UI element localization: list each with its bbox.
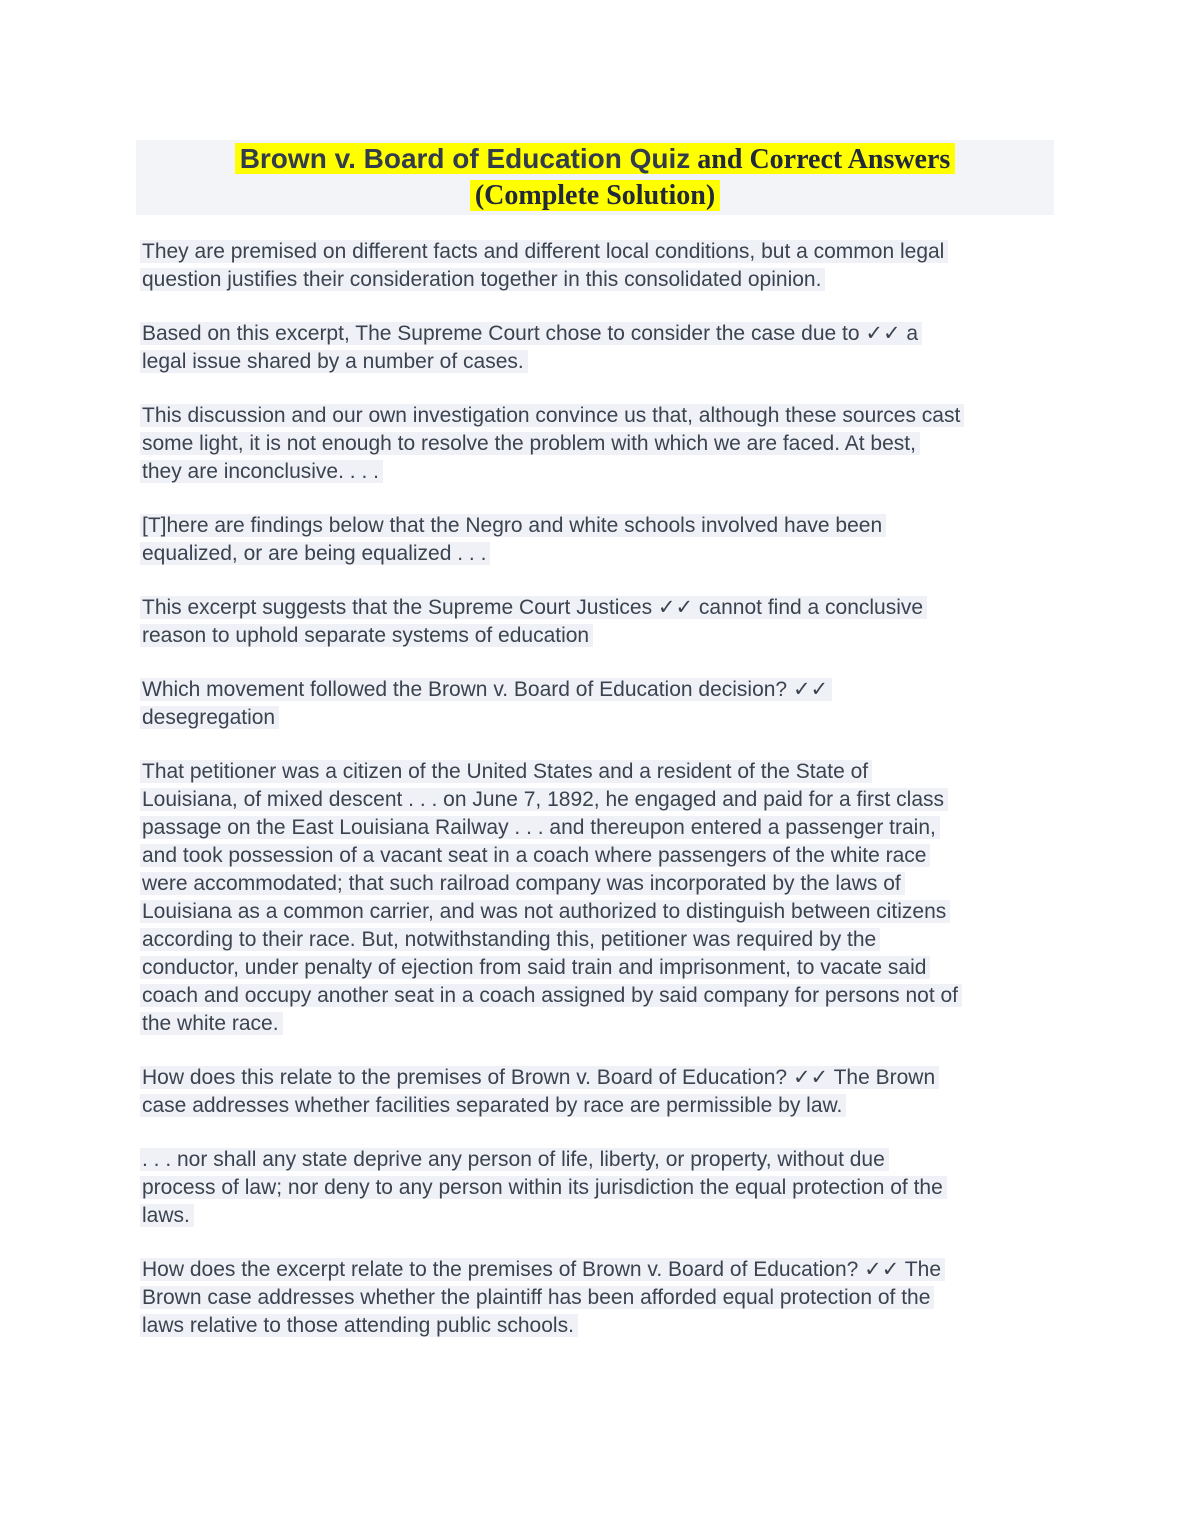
text-line: [140, 758, 1055, 786]
title-band: [136, 140, 1054, 215]
text-line: [140, 786, 1055, 814]
text-line: [140, 402, 1055, 430]
highlighted-text: This excerpt suggests that the Supreme Court Justices ✓✓ cannot find a conclusive: [140, 596, 927, 619]
highlighted-text: conductor, under penalty of ejection from said train and imprisonment, to vacate said: [140, 956, 930, 979]
text-line: [140, 540, 1055, 568]
text-line: [140, 512, 1055, 540]
text-line: [140, 676, 1055, 704]
paragraph: [140, 402, 1055, 486]
paragraph: [140, 594, 1055, 650]
text-line: [140, 870, 1055, 898]
text-line: [140, 842, 1055, 870]
text-line: [140, 320, 1055, 348]
text-line: [140, 704, 1055, 732]
highlighted-text: Based on this excerpt, The Supreme Court chose to consider the case due to ✓✓ a: [140, 322, 922, 345]
title-highlight: [235, 143, 956, 174]
paragraph: [140, 1256, 1055, 1340]
highlighted-text: desegregation: [140, 706, 279, 729]
highlighted-text: they are inconclusive. . . .: [140, 460, 383, 483]
highlighted-text: This discussion and our own investigation convince us that, although these sources cast: [140, 404, 964, 427]
title-line-1: [136, 141, 1054, 177]
highlighted-text: laws relative to those attending public schools.: [140, 1314, 578, 1337]
highlighted-text: equalized, or are being equalized . . .: [140, 542, 490, 565]
title-part-quiz: Brown v. Board of Education Quiz: [239, 143, 691, 174]
highlighted-text: They are premised on different facts and different local conditions, but a common legal: [140, 240, 948, 263]
highlighted-text: How does the excerpt relate to the premises of Brown v. Board of Education? ✓✓ The: [140, 1258, 945, 1281]
text-line: [140, 458, 1055, 486]
highlighted-text: Brown case addresses whether the plaintiff has been afforded equal protection of the: [140, 1286, 934, 1309]
paragraph: [140, 1146, 1055, 1230]
text-line: [140, 1312, 1055, 1340]
highlighted-text: passage on the East Louisiana Railway . . . and thereupon entered a passenger train,: [140, 816, 940, 839]
highlighted-text: were accommodated; that such railroad company was incorporated by the laws of: [140, 872, 905, 895]
text-line: [140, 622, 1055, 650]
text-line: [140, 1284, 1055, 1312]
title-part-answers: and Correct Answers: [690, 144, 951, 175]
text-line: [140, 266, 1055, 294]
text-line: [140, 1146, 1055, 1174]
text-line: [140, 898, 1055, 926]
paragraph: [140, 676, 1055, 732]
document-body: [140, 238, 1055, 1366]
text-line: [140, 1092, 1055, 1120]
paragraph: [140, 512, 1055, 568]
text-line: [140, 594, 1055, 622]
title-line-2: [136, 177, 1054, 213]
highlighted-text: reason to uphold separate systems of education: [140, 624, 593, 647]
title-part-solution: (Complete Solution): [470, 180, 720, 211]
text-line: [140, 348, 1055, 376]
text-line: [140, 982, 1055, 1010]
text-line: [140, 238, 1055, 266]
highlighted-text: question justifies their consideration together in this consolidated opinion.: [140, 268, 825, 291]
text-line: [140, 1174, 1055, 1202]
highlighted-text: Louisiana as a common carrier, and was not authorized to distinguish between citizens: [140, 900, 950, 923]
highlighted-text: Which movement followed the Brown v. Board of Education decision? ✓✓: [140, 678, 832, 701]
text-line: [140, 1256, 1055, 1284]
text-line: [140, 954, 1055, 982]
text-line: [140, 814, 1055, 842]
highlighted-text: some light, it is not enough to resolve the problem with which we are faced. At best,: [140, 432, 920, 455]
highlighted-text: Louisiana, of mixed descent . . . on June 7, 1892, he engaged and paid for a first class: [140, 788, 948, 811]
highlighted-text: coach and occupy another seat in a coach assigned by said company for persons not of: [140, 984, 962, 1007]
text-line: [140, 1064, 1055, 1092]
text-line: [140, 926, 1055, 954]
paragraph: [140, 758, 1055, 1038]
paragraph: [140, 1064, 1055, 1120]
paragraph: [140, 238, 1055, 294]
text-line: [140, 430, 1055, 458]
text-line: [140, 1010, 1055, 1038]
highlighted-text: How does this relate to the premises of Brown v. Board of Education? ✓✓ The Brown: [140, 1066, 939, 1089]
highlighted-text: . . . nor shall any state deprive any person of life, liberty, or property, without due: [140, 1148, 889, 1171]
highlighted-text: case addresses whether facilities separated by race are permissible by law.: [140, 1094, 846, 1117]
highlighted-text: That petitioner was a citizen of the United States and a resident of the State of: [140, 760, 872, 783]
highlighted-text: and took possession of a vacant seat in a coach where passengers of the white race: [140, 844, 930, 867]
highlighted-text: [T]here are findings below that the Negro and white schools involved have been: [140, 514, 886, 537]
highlighted-text: process of law; nor deny to any person within its jurisdiction the equal protection of the: [140, 1176, 947, 1199]
highlighted-text: according to their race. But, notwithstanding this, petitioner was required by the: [140, 928, 880, 951]
highlighted-text: legal issue shared by a number of cases.: [140, 350, 528, 373]
text-line: [140, 1202, 1055, 1230]
paragraph: [140, 320, 1055, 376]
highlighted-text: the white race.: [140, 1012, 283, 1035]
highlighted-text: laws.: [140, 1204, 194, 1227]
